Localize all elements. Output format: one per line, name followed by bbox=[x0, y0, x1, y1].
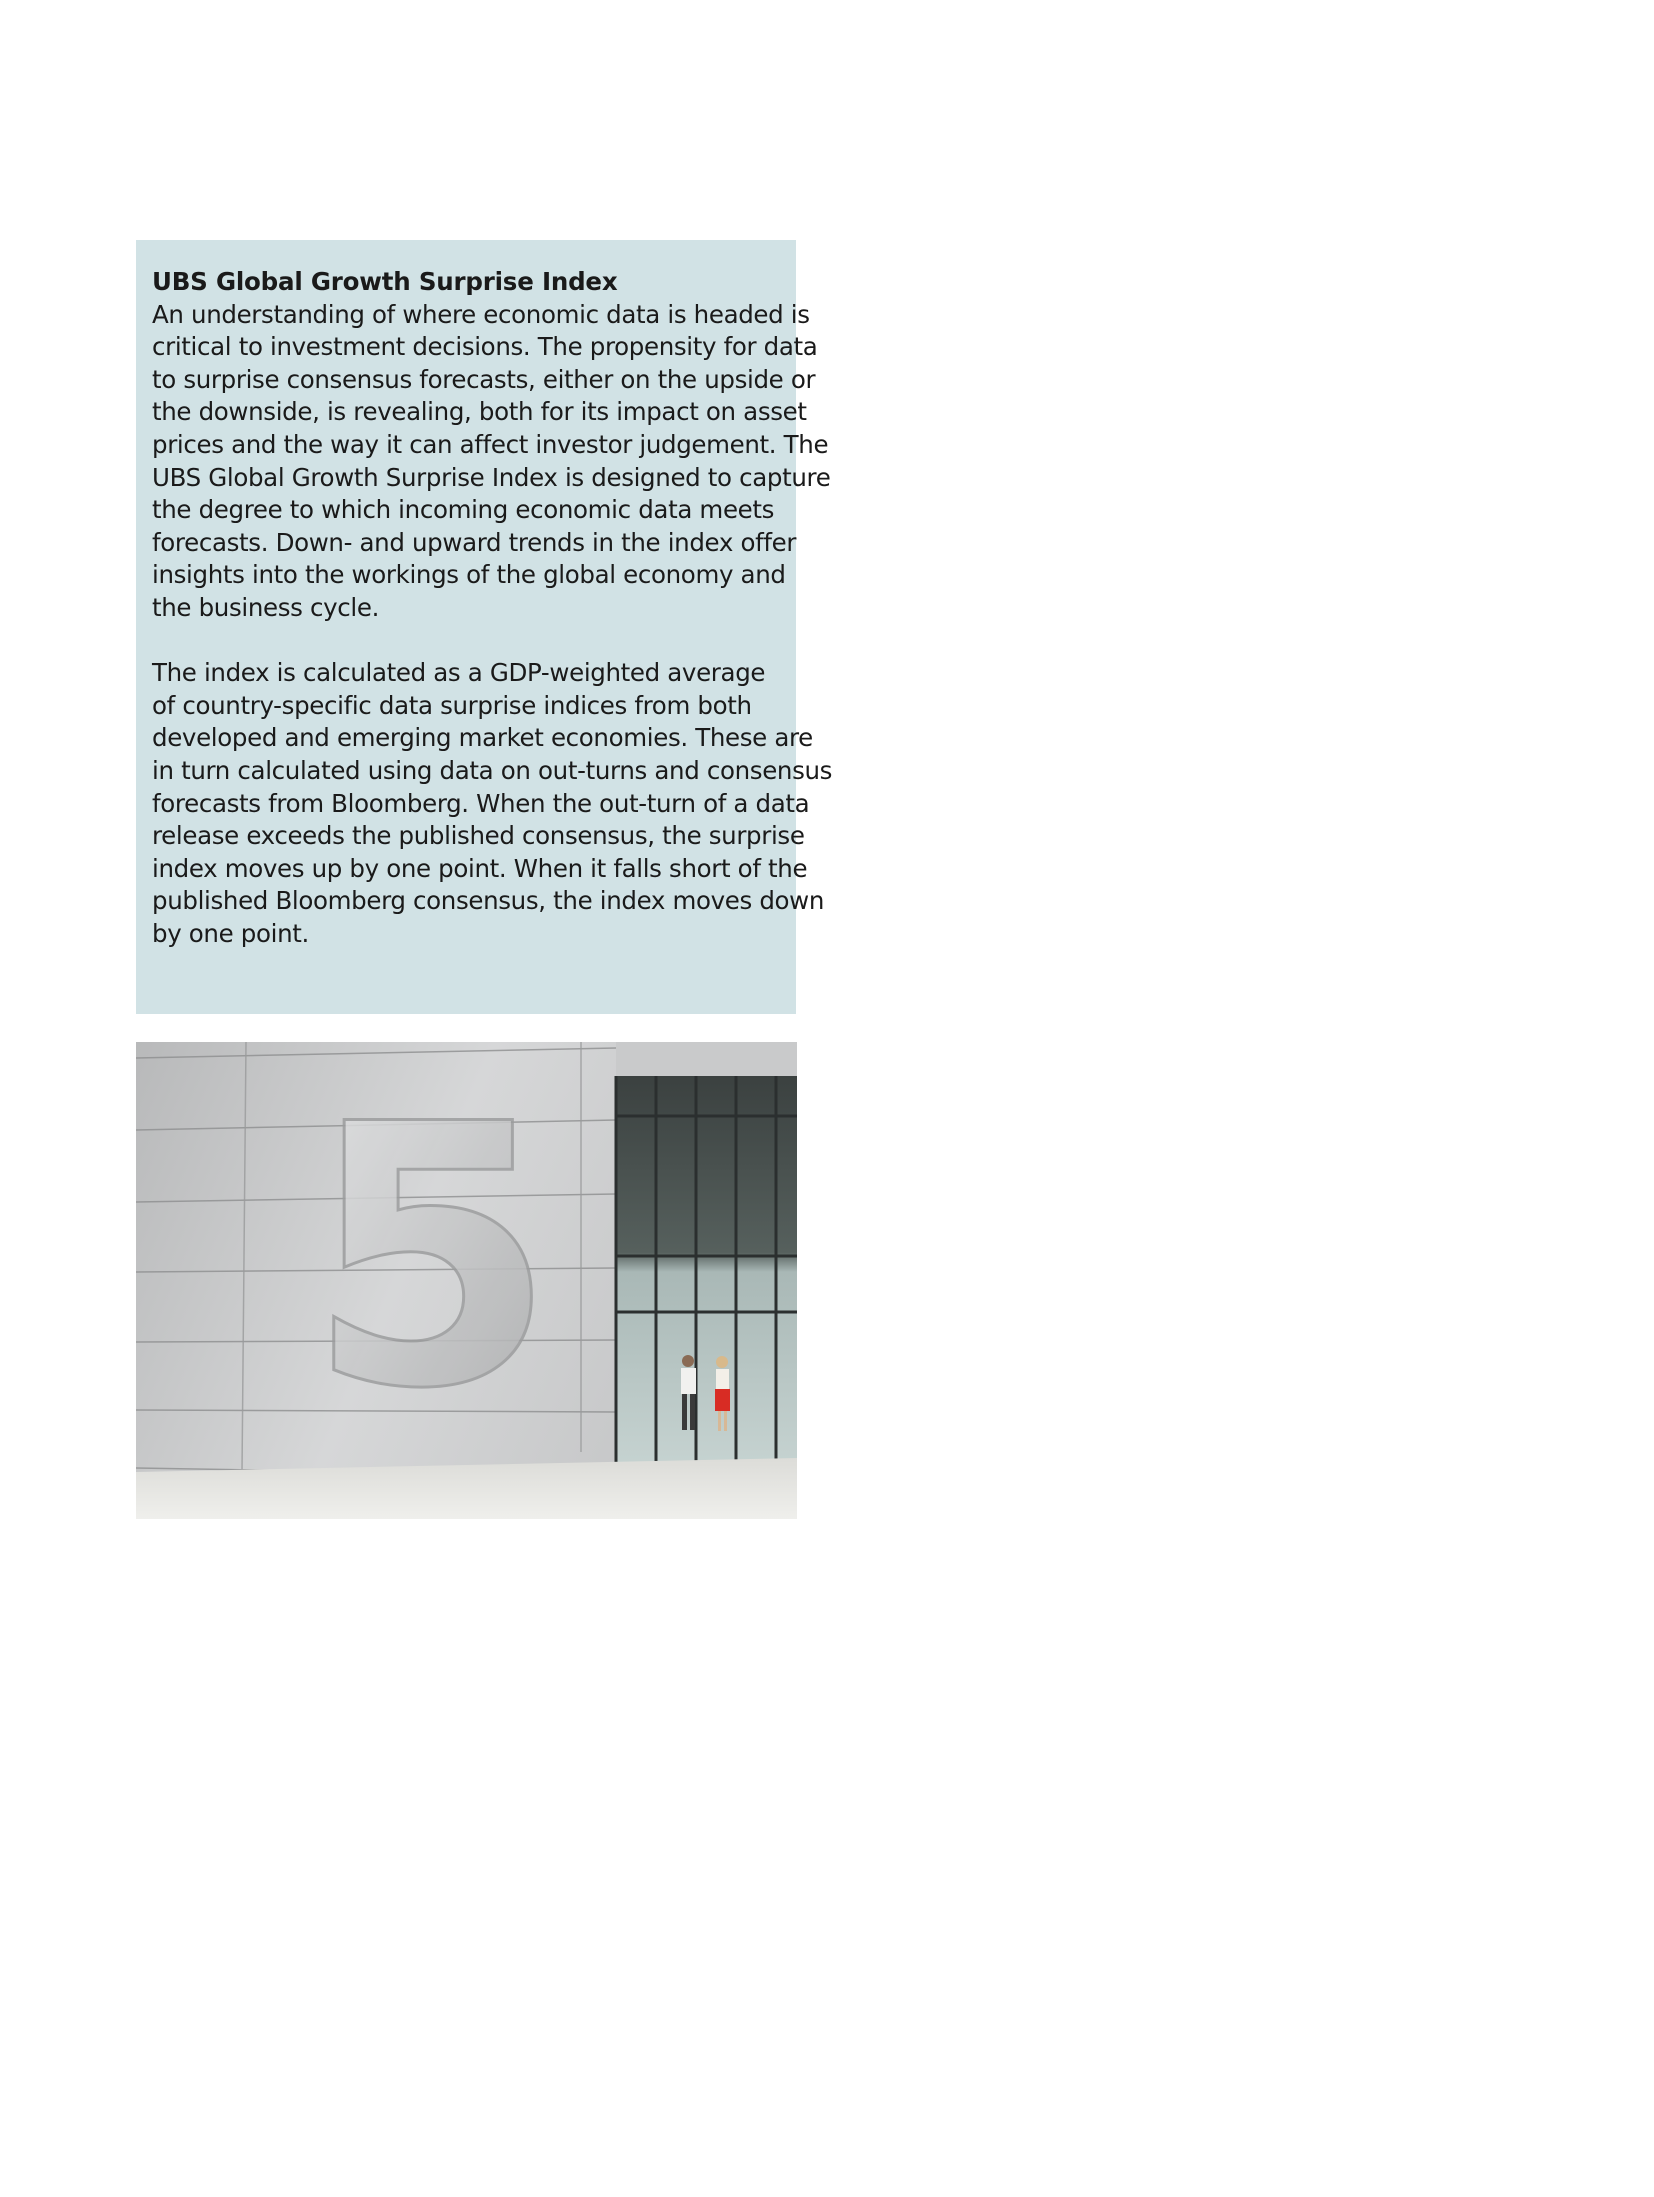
paragraph-line: by one point. bbox=[152, 918, 309, 948]
paragraph-line: release exceeds the published consensus, the surprise bbox=[152, 821, 805, 851]
paragraph-line: index moves up by one point. When it falls short of the bbox=[152, 853, 808, 883]
paragraph-line: forecasts from Bloomberg. When the out-turn of a data bbox=[152, 788, 810, 818]
paragraph-line: prices and the way it can affect investor judgement. The bbox=[152, 429, 829, 459]
entrance-canopy bbox=[616, 1042, 797, 1076]
paragraph-line: The index is calculated as a GDP-weighted average bbox=[152, 658, 766, 688]
paragraph-line: to surprise consensus forecasts, either on the upside or bbox=[152, 364, 816, 394]
info-box-title: UBS Global Growth Surprise Index bbox=[152, 267, 618, 296]
info-paragraph-1 bbox=[152, 299, 831, 625]
paragraph-line: published Bloomberg consensus, the index moves down bbox=[152, 886, 825, 916]
paragraph-line: of country-specific data surprise indices from both bbox=[152, 690, 752, 720]
paragraph-line: forecasts. Down- and upward trends in the index offer bbox=[152, 527, 797, 557]
paragraph-line: in turn calculated using data on out-turns and consensus bbox=[152, 755, 833, 785]
paragraph-line: the business cycle. bbox=[152, 592, 380, 622]
paragraph-line: insights into the workings of the global economy and bbox=[152, 560, 786, 590]
facade-number-5: 5 bbox=[306, 1048, 557, 1467]
paragraph-line: the downside, is revealing, both for its impact on asset bbox=[152, 397, 807, 427]
paragraph-line: the degree to which incoming economic data meets bbox=[152, 495, 775, 525]
info-paragraph-2 bbox=[152, 657, 833, 950]
info-box bbox=[136, 240, 833, 1014]
photo-illustration bbox=[136, 1042, 797, 1519]
paragraph-line: UBS Global Growth Surprise Index is designed to capture bbox=[152, 462, 831, 492]
paragraph-line: An understanding of where economic data is headed is bbox=[152, 299, 810, 329]
glass-entrance bbox=[616, 1076, 797, 1468]
paragraph-spacer bbox=[152, 625, 780, 658]
building-facade-photo bbox=[136, 1042, 797, 1519]
paragraph-line: developed and emerging market economies. These are bbox=[152, 723, 813, 753]
paragraph-line: critical to investment decisions. The propensity for data bbox=[152, 332, 818, 362]
